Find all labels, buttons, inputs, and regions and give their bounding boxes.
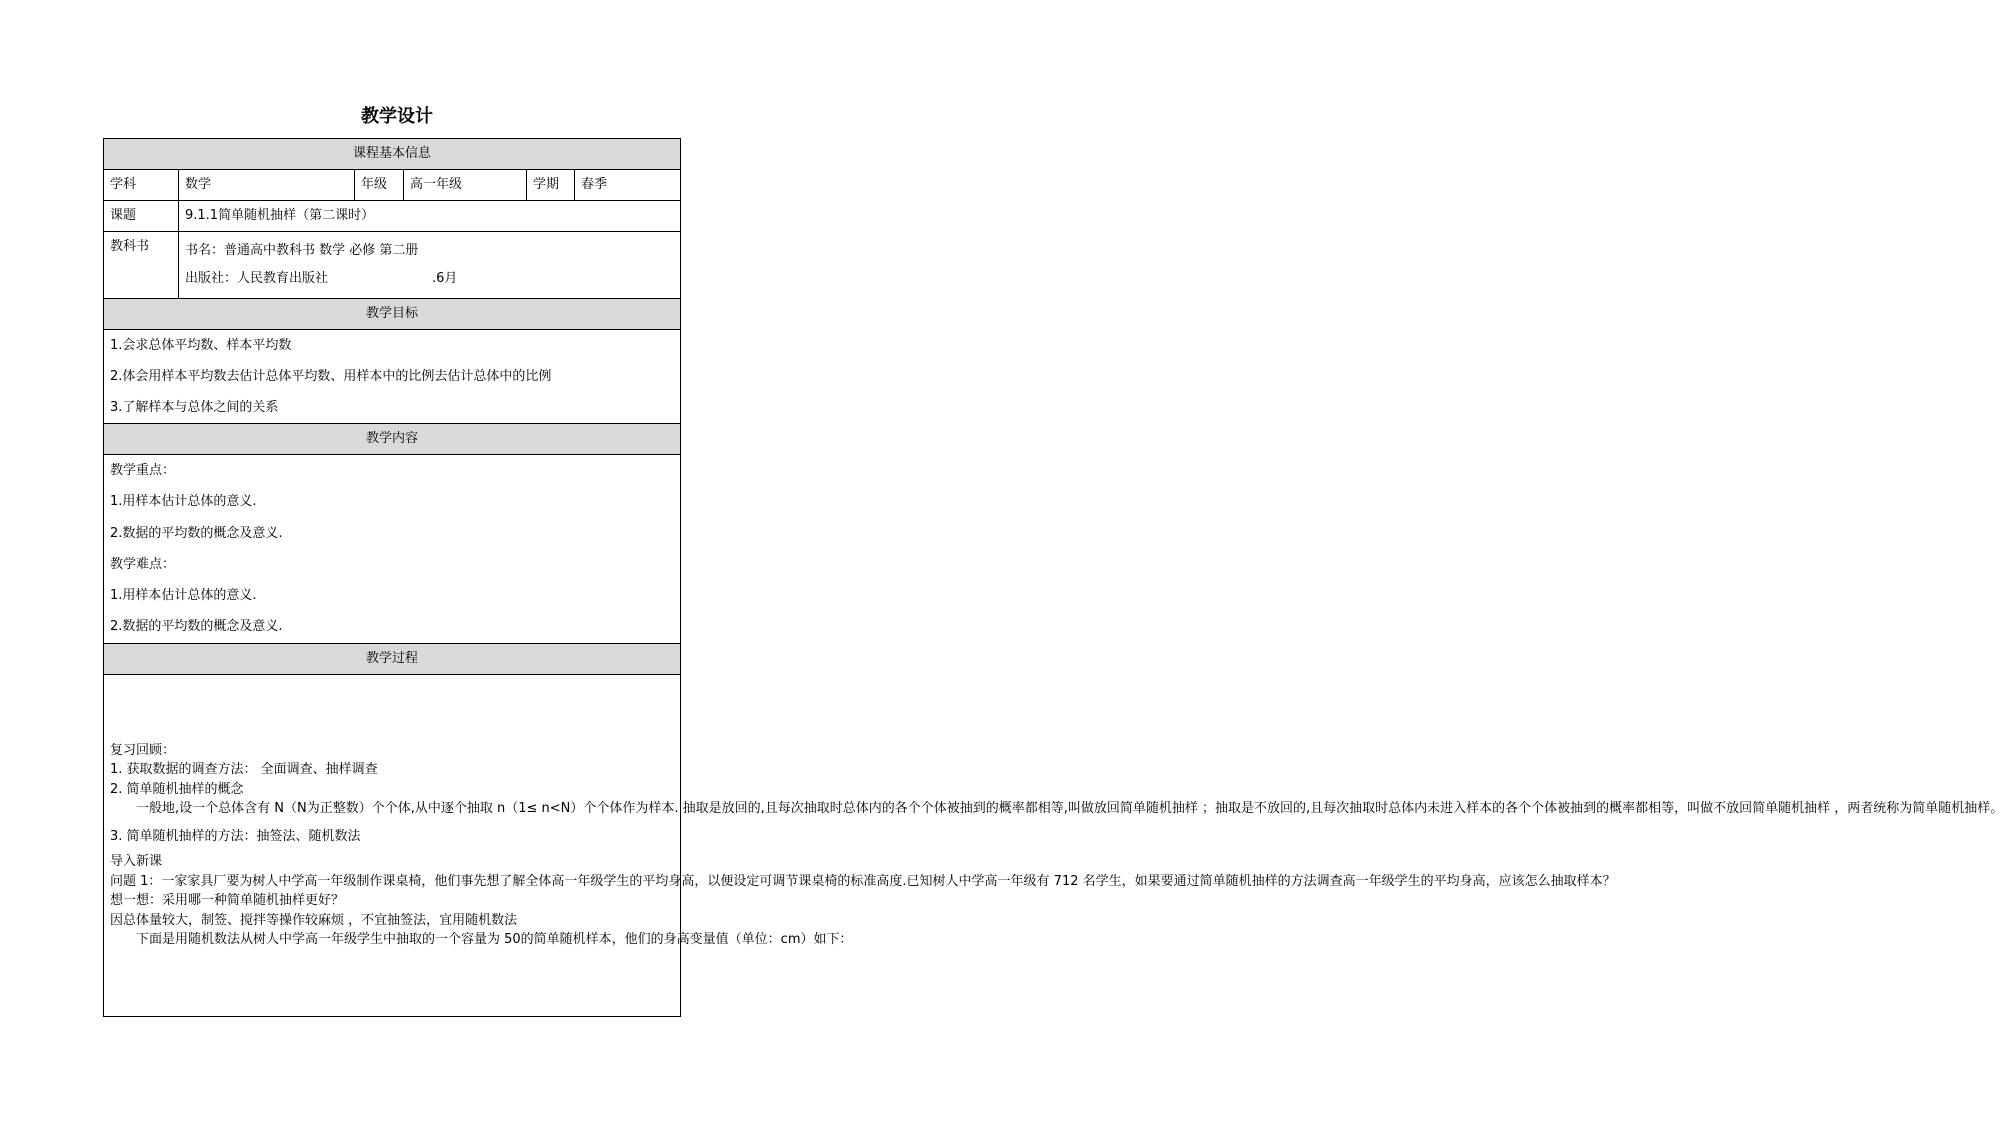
textbook-name: 书名：普通高中教科书 数学 必修 第二册 — [185, 243, 419, 258]
process-paragraph: 想一想：采用哪一种简单随机抽样更好？ — [110, 893, 345, 909]
process-paragraph: 3. 简单随机抽样的方法：抽签法、随机数法 — [110, 828, 361, 844]
grade-label: 年级 — [355, 170, 404, 201]
publisher-line — [185, 265, 674, 293]
subject-value: 数学 — [179, 170, 355, 201]
objectives-list — [104, 330, 681, 424]
process-paragraph: 因总体量较大，制签、搅拌等操作较麻烦 ，不宜抽签法，宜用随机数法 — [110, 912, 518, 928]
section-header-basic-info: 课程基本信息 — [104, 139, 681, 170]
publish-date: .6月 — [432, 271, 458, 286]
difficult-points-label: 教学难点： — [110, 556, 176, 572]
teaching-process — [104, 674, 2003, 1016]
objective-item: 1.会求总体平均数、样本平均数 — [110, 338, 292, 353]
textbook-info — [179, 232, 681, 299]
publisher-name: 出版社：人民教育出版社 — [185, 271, 329, 286]
process-paragraph: 2. 简单随机抽样的概念 — [110, 781, 244, 797]
process-paragraph: 1. 获取数据的调查方法： 全面调查、抽样调查 — [110, 762, 378, 778]
topic-value: 9.1.1简单随机抽样（第二课时） — [179, 201, 681, 232]
process-paragraph: 下面是用随机数法从树人中学高一年级学生中抽取的一个容量为 50的简单随机样本，他们的身高变量值（单位：cm）如下： — [136, 932, 853, 948]
section-header-content: 教学内容 — [104, 424, 681, 455]
process-paragraph: 问题 1：一家家具厂要为树人中学高一年级制作课桌椅，他们事先想了解全体高一年级学生的平均身高，以便设定可调节课桌椅的标准高度.已知树人中学高一年级有 712 名学生，如果要通过简单随机抽样的方法调查高一年级学生的平均身高，应该怎么抽取样本？ — [110, 873, 1616, 889]
topic-label: 课题 — [104, 201, 179, 232]
section-header-objectives: 教学目标 — [104, 299, 681, 330]
key-point-item: 2.数据的平均数的概念及意义. — [110, 525, 283, 541]
key-points-label: 教学重点： — [110, 463, 176, 478]
difficult-point-item: 2.数据的平均数的概念及意义. — [110, 619, 283, 635]
grade-value: 高一年级 — [404, 170, 527, 201]
difficult-point-item: 1.用样本估计总体的意义. — [110, 588, 257, 604]
process-paragraph: 一般地,设一个总体含有 N（N为正整数）个个体,从中逐个抽取 n（1≤ n<N）个个体作为样本. 抽取是放回的,且每次抽取时总体内的各个个体被抽到的概率都相等,叫做放回简单随机抽样 ；抽取是不放回的,且每次抽取时总体内未进入样本的各个个体被抽到的概率都相等，叫做不放回简单随机抽样 ，两者统称为简单随机抽样。 — [136, 801, 2003, 817]
objective-item: 2.体会用样本平均数去估计总体平均数、用样本中的比例去估计总体中的比例 — [110, 369, 552, 384]
objective-item: 3.了解样本与总体之间的关系 — [110, 400, 279, 415]
term-label: 学期 — [527, 170, 575, 201]
textbook-label: 教科书 — [104, 232, 179, 299]
teaching-content — [104, 455, 681, 644]
term-value: 春季 — [575, 170, 681, 201]
document-title: 教学设计 — [361, 106, 433, 127]
process-paragraph: 导入新课 — [110, 854, 163, 870]
subject-label: 学科 — [104, 170, 179, 201]
lesson-plan-table — [103, 138, 2003, 1017]
section-header-process: 教学过程 — [104, 643, 681, 674]
key-point-item: 1.用样本估计总体的意义. — [110, 494, 257, 510]
review-title: 复习回顾： — [110, 742, 176, 758]
